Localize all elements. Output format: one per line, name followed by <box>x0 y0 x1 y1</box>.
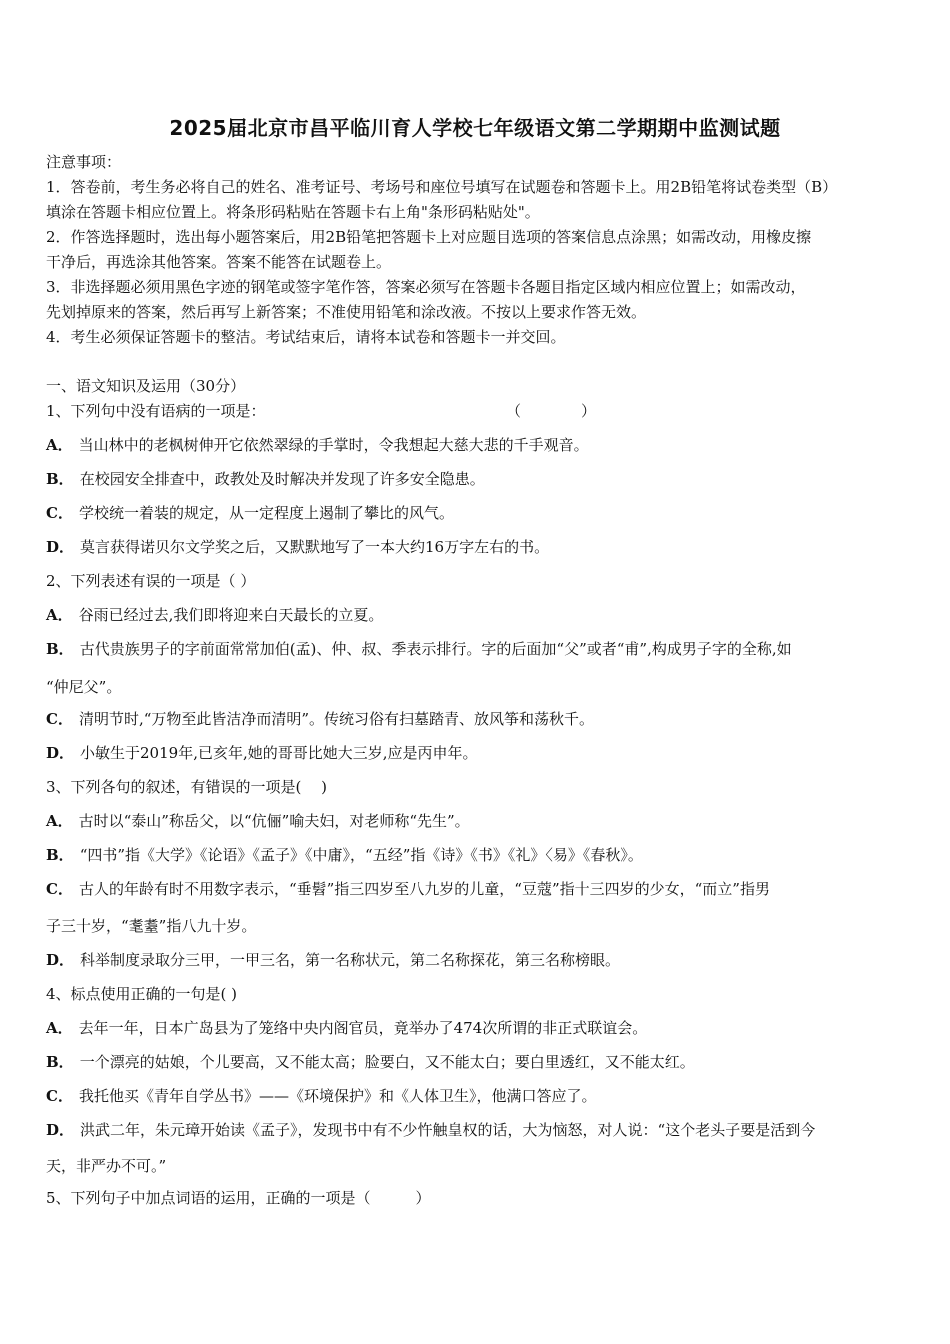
option-letter: A． <box>46 606 73 624</box>
option-row <box>46 1052 695 1072</box>
section-heading: 一、语文知识及运用（30分） <box>46 377 246 395</box>
answer-paren: （ ） <box>506 402 597 420</box>
option-letter: B． <box>46 846 74 864</box>
option-row <box>46 1086 596 1106</box>
option-row <box>46 537 549 557</box>
notice-line: 填涂在答题卡相应位置上。将条形码粘贴在答题卡右上角"条形码粘贴处"。 <box>46 203 540 221</box>
option-letter: B． <box>46 470 74 488</box>
option-row <box>46 950 620 970</box>
option-letter: A． <box>46 1019 73 1037</box>
notice-line: 干净后，再选涂其他答案。答案不能答在试题卷上。 <box>46 253 392 271</box>
option-text: “四书”指《大学》《论语》《孟子》《中庸》，“五经”指《诗》《书》《礼》〈易》《春秋》。 <box>79 846 643 864</box>
option-text: 一个漂亮的姑娘，个儿要高，又不能太高；脸要白，又不能太白；要白里透红，又不能太红。 <box>79 1053 695 1071</box>
option-text: 小敏生于2019年,已亥年,她的哥哥比她大三岁,应是丙申年。 <box>80 744 478 762</box>
page-title: 2025届北京市昌平临川育人学校七年级语文第二学期期中监测试题 <box>169 116 781 140</box>
option-row <box>46 1120 815 1140</box>
option-text: 莫言获得诺贝尔文学奖之后，又默默地写了一本大约16万字左右的书。 <box>80 538 550 556</box>
notice-line: 2．作答选择题时，选出每小题答案后，用2B铅笔把答题卡上对应题目选项的答案信息点涂黑；如需改动，用橡皮擦 <box>46 228 812 246</box>
option-row <box>46 845 643 865</box>
option-text: 学校统一着装的规定，从一定程度上遏制了攀比的风气。 <box>78 504 454 522</box>
question-stem: 1、下列句中没有语病的一项是： <box>46 402 266 420</box>
option-letter: C． <box>46 710 73 728</box>
option-row <box>46 743 478 763</box>
option-letter: A． <box>46 436 73 454</box>
option-letter: D． <box>46 951 75 969</box>
option-row <box>46 639 792 659</box>
option-row <box>46 709 594 729</box>
option-text: 古代贵族男子的字前面常常加伯(孟)、仲、叔、季表示排行。字的后面加“父”或者“甫”,构成男子字的全称,如 <box>79 640 792 658</box>
notice-line: 1．答卷前，考生务必将自己的姓名、准考证号、考场号和座位号填写在试题卷和答题卡上。用2B铅笔将试卷类型（B） <box>46 178 838 196</box>
option-text: 科举制度录取分三甲，一甲三名，第一名称状元，第二名称探花，第三名称榜眼。 <box>80 951 621 969</box>
option-letter: A． <box>46 812 73 830</box>
option-letter: D． <box>46 1121 75 1139</box>
question-stem: 3、下列各句的叙述，有错误的一项是( ) <box>46 778 328 796</box>
option-row <box>46 811 470 831</box>
option-row <box>46 879 770 899</box>
notice-line: 先划掉原来的答案，然后再写上新答案；不准使用铅笔和涂改液。不按以上要求作答无效。 <box>46 303 647 321</box>
option-row <box>46 1018 647 1038</box>
option-text: 去年一年，日本广岛县为了笼络中央内阁官员，竟举办了474次所谓的非正式联谊会。 <box>78 1019 648 1037</box>
option-letter: C． <box>46 1087 73 1105</box>
option-row <box>46 435 589 455</box>
option-letter: B． <box>46 640 74 658</box>
option-continuation: 子三十岁，“耄耋”指八九十岁。 <box>46 917 257 935</box>
option-letter: D． <box>46 744 75 762</box>
option-text: 清明节时,“万物至此皆洁净而清明”。传统习俗有扫墓踏青、放风筝和荡秋千。 <box>78 710 595 728</box>
question-stem: 2、下列表述有误的一项是（ ） <box>46 572 256 590</box>
option-row <box>46 469 485 489</box>
option-letter: C． <box>46 880 73 898</box>
option-text: 古时以“泰山”称岳父，以“伉俪”喻夫妇，对老师称“先生”。 <box>78 812 470 830</box>
option-letter: B． <box>46 1053 74 1071</box>
question-stem: 5、下列句子中加点词语的运用，正确的一项是（ ） <box>46 1189 431 1207</box>
option-text: 我托他买《青年自学丛书》——《环境保护》和《人体卫生》，他满口答应了。 <box>78 1087 597 1105</box>
question-stem: 4、标点使用正确的一句是( ) <box>46 985 238 1003</box>
option-row <box>46 605 383 625</box>
option-letter: D． <box>46 538 75 556</box>
notice-line: 3．非选择题必须用黑色字迹的钢笔或签字笔作答，答案必须写在答题卡各题目指定区域内相应位置上；如需改动， <box>46 278 806 296</box>
option-continuation: “仲尼父”。 <box>46 678 122 696</box>
option-text: 在校园安全排查中，政教处及时解决并发现了许多安全隐患。 <box>79 470 485 488</box>
option-text: 当山林中的老枫树伸开它依然翠绿的手掌时，令我想起大慈大悲的千手观音。 <box>78 436 589 454</box>
option-continuation: 天，非严办不可。” <box>46 1157 167 1175</box>
option-letter: C． <box>46 504 73 522</box>
notice-heading: 注意事项： <box>46 153 122 171</box>
option-row <box>46 503 454 523</box>
option-text: 谷雨已经过去,我们即将迎来白天最长的立夏。 <box>78 606 384 624</box>
option-text: 洪武二年，朱元璋开始读《孟子》，发现书中有不少忤触皇权的话，大为恼怒，对人说：“这个老头子要是活到今 <box>80 1121 816 1139</box>
notice-line: 4．考生必须保证答题卡的整洁。考试结束后，请将本试卷和答题卡一并交回。 <box>46 328 566 346</box>
option-text: 古人的年龄有时不用数字表示，“垂髫”指三四岁至八九岁的儿童，“豆蔻”指十三四岁的少女，“而立”指男 <box>78 880 770 898</box>
